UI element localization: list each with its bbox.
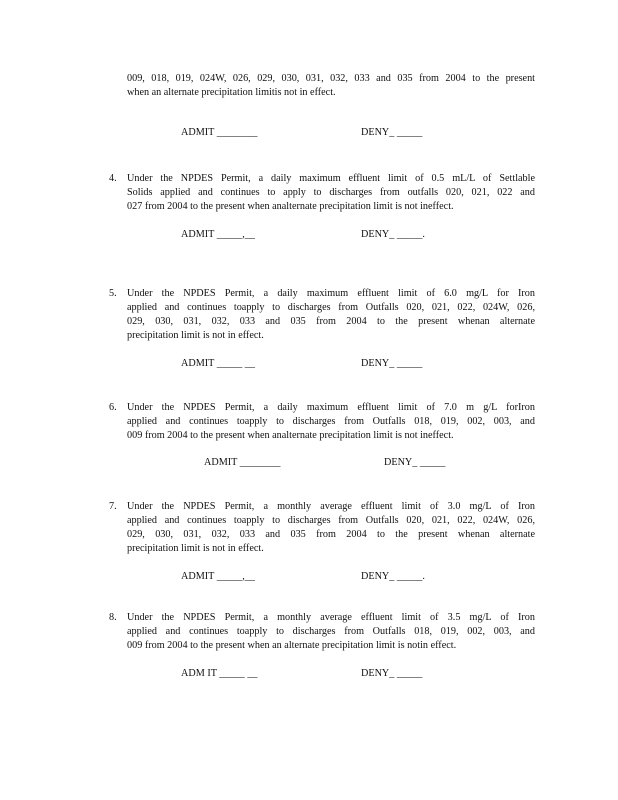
request-4-number: 4. — [109, 173, 117, 184]
intro-line-2: when an alternate precipitation limitis not in effect. — [127, 87, 336, 98]
request-8-number: 8. — [109, 612, 117, 623]
request-5-line-3: 029, 030, 031, 032, 033 and 035 from 2004 to the present whenan alternate — [127, 316, 535, 327]
request-6-admit: ADMIT ________ — [204, 457, 281, 468]
request-4-admit: ADMIT _____,__ — [181, 229, 255, 240]
request-7-admit: ADMIT _____,__ — [181, 571, 255, 582]
request-6-line-3: 009 from 2004 to the present when analternate precipitation limit is not ineffect. — [127, 430, 454, 441]
request-4-line-1: Under the NPDES Permit, a daily maximum effluent limit of 0.5 mL/L of Settlable — [127, 173, 535, 184]
request-6-line-2: applied and continues toapply to discharges from Outfalls 018, 019, 002, 003, and — [127, 416, 535, 427]
request-7-line-1: Under the NPDES Permit, a monthly average effluent limit of 3.0 mg/L of Iron — [127, 501, 535, 512]
request-5-deny: DENY_ _____ — [361, 358, 423, 369]
request-8-line-3: 009 from 2004 to the present when an alternate precipitation limit is notin effect. — [127, 640, 457, 651]
request-7-deny: DENY_ _____. — [361, 571, 425, 582]
request-7-number: 7. — [109, 501, 117, 512]
request-8-deny: DENY_ _____ — [361, 668, 423, 679]
request-7-line-3: 029, 030, 031, 032, 033 and 035 from 2004 to the present whenan alternate — [127, 529, 535, 540]
request-8-admit: ADM IT _____ __ — [181, 668, 258, 679]
intro-line-1: 009, 018, 019, 024W, 026, 029, 030, 031, 032, 033 and 035 from 2004 to the present — [127, 73, 535, 84]
request-6-number: 6. — [109, 402, 117, 413]
intro-admit: ADMIT ________ — [181, 127, 258, 138]
request-4-line-2: Solids applied and continues to apply to discharges from outfalls 020, 021, 022 and — [127, 187, 535, 198]
request-4-line-3: 027 from 2004 to the present when analternate precipitation limit is not ineffect. — [127, 201, 454, 212]
request-6-line-1: Under the NPDES Permit, a daily maximum effluent limit of 7.0 m g/L forIron — [127, 402, 535, 413]
request-7-line-4: precipitation limit is not in effect. — [127, 543, 264, 554]
request-5-admit: ADMIT _____ __ — [181, 358, 255, 369]
request-5-line-4: precipitation limit is not in effect. — [127, 330, 264, 341]
request-4-deny: DENY_ _____. — [361, 229, 425, 240]
intro-deny: DENY_ _____ — [361, 127, 423, 138]
request-8-line-1: Under the NPDES Permit, a monthly average effluent limit of 3.5 mg/L of Iron — [127, 612, 535, 623]
request-8-line-2: applied and continues toapply to discharges from Outfalls 018, 019, 002, 003, and — [127, 626, 535, 637]
request-5-line-2: applied and continues toapply to discharges from Outfalls 020, 021, 022, 024W, 026, — [127, 302, 535, 313]
request-5-number: 5. — [109, 288, 117, 299]
request-7-line-2: applied and continues toapply to discharges from Outfalls 020, 021, 022, 024W, 026, — [127, 515, 535, 526]
request-5-line-1: Under the NPDES Permit, a daily maximum effluent limit of 6.0 mg/L for Iron — [127, 288, 535, 299]
request-6-deny: DENY_ _____ — [384, 457, 446, 468]
